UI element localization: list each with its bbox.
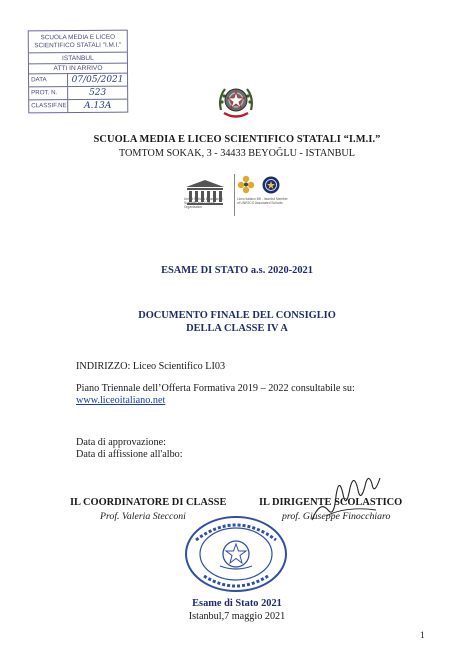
stamp-city: ISTANBUL <box>29 53 127 65</box>
stamp-row-prot <box>29 87 127 101</box>
document-title-line1: DOCUMENTO FINALE DEL CONSIGLIO <box>138 310 336 321</box>
stamp-row-classif <box>29 100 127 113</box>
director-name: prof. Giuseppe Finocchiaro <box>282 511 391 522</box>
aspnet-logo-icon <box>236 174 256 196</box>
document-title-line2: DELLA CLASSE IV A <box>186 322 288 334</box>
document-title <box>0 310 474 335</box>
stamp-row-value: 07/05/2021 <box>71 74 124 86</box>
unesco-caption: United Nations Educational, Scientific and Cultural Organization <box>184 197 224 209</box>
aspnet-caption: Liceo Italiano IMI - Istanbul Member of UNESCO Associated Schools <box>237 197 288 205</box>
affissione-label: Data di affissione all'albo: <box>76 449 183 460</box>
approval-label: Data di approvazione: <box>76 437 166 448</box>
page-number: 1 <box>420 631 425 641</box>
stamp-atti: ATTI IN ARRIVO <box>29 64 127 75</box>
footer-date: Istanbul,7 maggio 2021 <box>188 611 286 622</box>
stamp-heading-line2: SCIENTIFICO STATALI "I.M.I." <box>34 41 122 50</box>
stamp-heading-line1: SCUOLA MEDIA E LICEO <box>40 33 116 42</box>
ptof-text: Piano Triennale dell’Offerta Formativa 2019 – 2022 consultabile su: <box>76 383 355 394</box>
stamp-row-value: 523 <box>89 87 107 98</box>
coordinator-name: Prof. Valeria Stecconi <box>100 511 186 522</box>
exam-heading: ESAME DI STATO a.s. 2020-2021 <box>161 265 313 276</box>
stamp-row-value: A.13A <box>84 100 112 111</box>
stamp-row-label: PROT. N. <box>29 87 68 99</box>
school-badge-icon <box>262 176 280 194</box>
footer-exam: Esame di Stato 2021 <box>192 598 282 609</box>
stamp-heading <box>29 31 127 54</box>
coordinator-title: IL COORDINATORE DI CLASSE <box>70 497 227 508</box>
italian-emblem-icon <box>215 80 257 122</box>
ptof-link-wrap <box>76 395 165 407</box>
school-address: TOMTOM SOKAK, 3 - 34433 BEYOĞLU - ISTANBUL <box>119 148 355 159</box>
stamp-row-label: DATA <box>29 74 68 86</box>
unesco-logo-icon <box>180 172 230 216</box>
logo-divider <box>234 174 235 216</box>
stamp-row-date <box>29 74 127 88</box>
school-name: SCUOLA MEDIA E LICEO SCIENTIFICO STATALI “I.M.I.” <box>93 134 381 145</box>
stamp-row-label: CLASSIF.NE <box>29 100 68 112</box>
ptof-link[interactable]: www.liceoitaliano.net <box>76 395 166 406</box>
indirizzo: INDIRIZZO: Liceo Scientifico LI03 <box>76 361 226 372</box>
director-title: IL DIRIGENTE SCOLASTICO <box>259 497 403 508</box>
arrival-stamp <box>28 30 129 114</box>
school-seal-stamp-icon <box>182 514 290 594</box>
